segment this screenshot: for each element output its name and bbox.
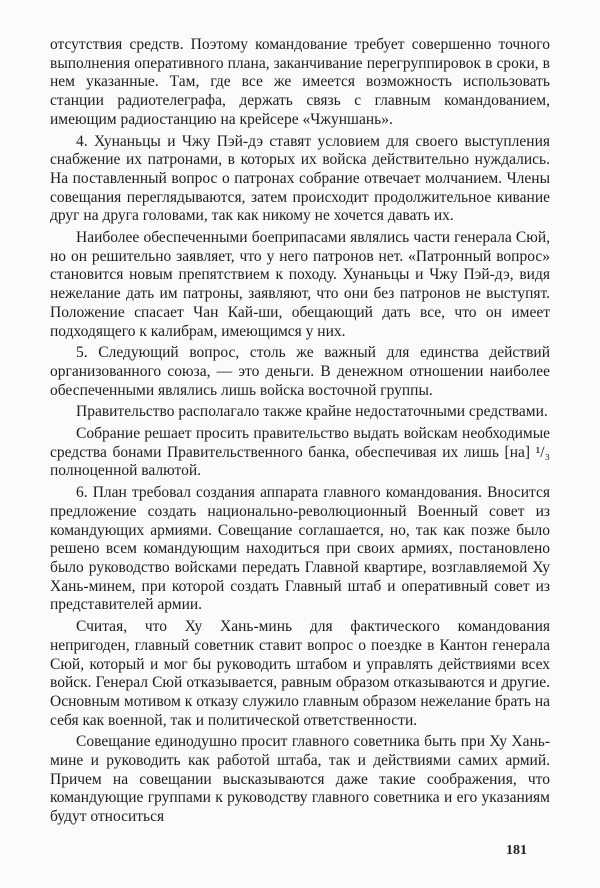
paragraph-8: Считая, что Ху Хань-минь для фактического командования непригоден, главный советник ставит вопрос о поездке в Кантон генерала Сюй, который и мог бы руководить штабом и управлять действиями всех войск. Генерал Сюй отказывается, равным образом отказываются и другие. Основным мотивом к отказу служило главным образом нежелание брать на себя как военной, так и политической ответственности. <box>50 618 550 729</box>
body-text <box>50 36 550 827</box>
paragraph-6: Собрание решает просить правительство выдать войскам необходимые средства бонами Правительственного банка, обеспечивая их лишь [на] ¹/₃ полноценной валютой. <box>50 425 550 480</box>
page-number: 181 <box>506 843 527 858</box>
paragraph-5: Правительство располагало также крайне недостаточными средствами. <box>76 403 548 421</box>
paragraph-1: отсутствия средств. Поэтому командование требует совершенно точного выполнения оперативного плана, заканчивание перегруппировок в сроки, в нем указанные. Там, где все же имеется возможность использовать станции радиотелеграфа, держать связь с главным командованием, имеющим радиостанцию на крейсере «Чжуншань». <box>50 36 550 128</box>
paragraph-4: 5. Следующий вопрос, столь же важный для единства действий организованного союза, — это деньги. В денежном отношении наиболее обеспеченными являлись лишь войска восточной группы. <box>50 344 550 399</box>
paragraph-3: Наиболее обеспеченными боеприпасами являлись части генерала Сюй, но он решительно заявляет, что у него патронов нет. «Патронный вопрос» становится новым препятствием к походу. Хунаньцы и Чжу Пэй-дэ, видя нежелание дать им патроны, заявляют, что они без патронов не выступят. Положение спасает Чан Кай-ши, обещающий дать все, что он имеет подходящего к калибрам, имеющимся у них. <box>50 229 550 340</box>
paragraph-2: 4. Хунаньцы и Чжу Пэй-дэ ставят условием для своего выступления снабжение их патронами, в которых их войска действительно нуждались. На поставленный вопрос о патронах собрание отвечает молчанием. Члены совещания переглядываются, затем происходит продолжительное кивание друг на друга головами, так как никому не хочется давать их. <box>50 132 550 225</box>
paragraph-7: 6. План требовал создания аппарата главного командования. Вносится предложение создать национально-революционный Военный совет из командующих армиями. Совещание соглашается, но, так как позже было решено всем командующим находиться при своих армиях, постановлено было руководство войсками передать Главной квартире, возглавляемой Ху Хань-минем, при которой создать Главный штаб и оперативный совет из представителей армии. <box>50 484 550 614</box>
paragraph-9: Совещание единодушно просит главного советника быть при Ху Хань-мине и руководить как работой штаба, так и действиями самих армий. Причем на совещании высказываются даже такие соображения, что командующие группами к руководству главного советника и его указаниям будут относиться <box>50 733 550 826</box>
